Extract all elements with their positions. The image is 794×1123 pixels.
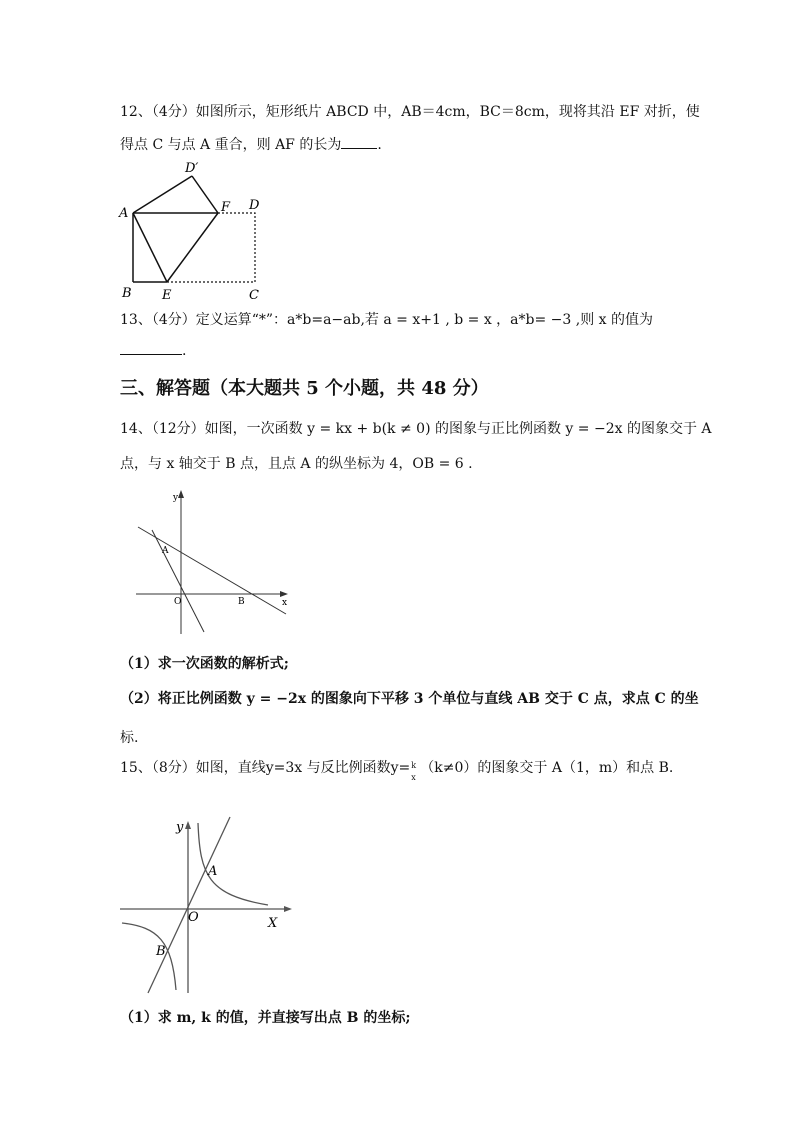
q15-figure — [118, 815, 298, 995]
label-D: D — [249, 198, 260, 213]
label-A: A — [162, 546, 169, 556]
q13-answer-blank — [120, 340, 182, 355]
q14-part-1: （1）求一次函数的解析式; — [120, 656, 289, 672]
q14-line-1: 14、（12分）如图，一次函数 y = kx + b(k ≠ 0) 的图象与正比例函数 y = −2x 的图象交于 A — [120, 421, 712, 437]
q15-text-pre: 15、（8分）如图，直线y=3x 与反比例函数y= — [120, 760, 411, 776]
label-F: F — [221, 200, 231, 215]
label-O: O — [188, 910, 199, 925]
q12-answer-blank — [341, 134, 377, 149]
label-E: E — [162, 288, 172, 300]
label-y: y — [176, 820, 184, 835]
q14-line-2: 点，与 x 轴交于 B 点，且点 A 的纵坐标为 4，OB = 6 . — [120, 456, 473, 472]
fold-line-FE — [167, 213, 218, 282]
q13-end: . — [182, 343, 187, 359]
frac-denominator: x — [411, 773, 416, 782]
line-y-neg2x — [152, 530, 204, 632]
line-AB — [138, 527, 286, 614]
label-A: A — [119, 206, 129, 221]
y-axis-arrow — [185, 821, 191, 829]
q13-line: 13、（4分）定义运算“*”：a*b=a−ab,若 a = x+1 , b = x ，a*b= −3 ,则 x 的值为 — [120, 312, 653, 328]
fraction-k-over-x — [410, 758, 420, 782]
frac-numerator: k — [411, 761, 417, 770]
y-axis-arrow — [178, 490, 184, 498]
label-C: C — [249, 288, 259, 300]
label-B: B — [156, 944, 166, 959]
label-A: A — [208, 864, 218, 879]
x-axis-arrow — [284, 906, 292, 912]
label-x: x — [282, 598, 288, 608]
line-y-3x — [148, 817, 230, 993]
fold-line-AD1 — [133, 176, 192, 213]
q15-line-1 — [120, 758, 674, 782]
q13-answer-line — [120, 340, 186, 361]
q12-line-2 — [120, 134, 382, 155]
hyperbola-branch-2 — [122, 923, 176, 990]
q15-part-1: （1）求 m, k 的值，并直接写出点 B 的坐标; — [120, 1010, 411, 1026]
fold-line-AE — [133, 213, 167, 282]
x-axis-arrow — [280, 591, 288, 597]
q12-line-1: 12、（4分）如图所示，矩形纸片 ABCD 中，AB＝4cm，BC＝8cm，现将其沿 EF 对折，使 — [120, 104, 700, 120]
q12-line-2-end: . — [377, 137, 382, 153]
section-heading: 三、解答题（本大题共 5 个小题，共 48 分） — [120, 378, 489, 399]
label-x: X — [268, 916, 278, 931]
q14-part-2-cont: 标. — [120, 730, 139, 746]
label-O: O — [174, 597, 182, 607]
label-B: B — [122, 286, 132, 300]
q14-figure — [132, 488, 302, 638]
q12-figure — [115, 160, 275, 300]
label-D1: D′ — [185, 161, 199, 176]
q12-line-2-text: 得点 C 与点 A 重合，则 AF 的长为 — [120, 137, 342, 153]
q14-part-2: （2）将正比例函数 y = −2x 的图象向下平移 3 个单位与直线 AB 交于 C 点，求点 C 的坐 — [120, 691, 699, 707]
label-B: B — [238, 597, 245, 607]
fold-line-D1F — [192, 176, 218, 213]
label-y: y — [173, 493, 179, 503]
q15-text-post: （k≠0）的图象交于 A（1，m）和点 B. — [420, 760, 674, 776]
